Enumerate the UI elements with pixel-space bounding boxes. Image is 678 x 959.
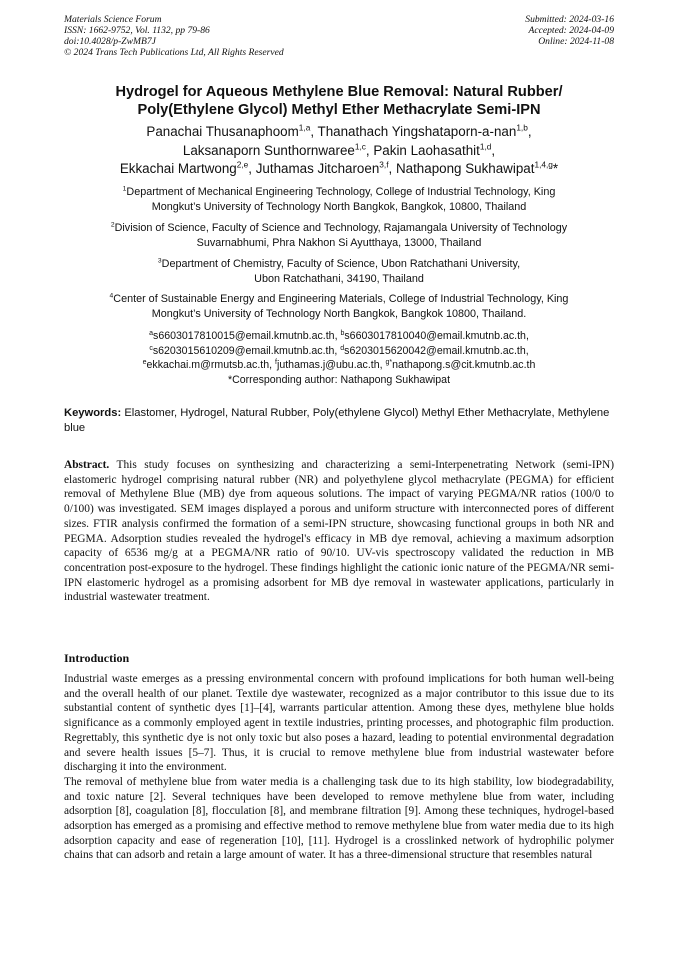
author-name: Ekkachai Martwong [119, 161, 237, 176]
introduction-body [64, 672, 614, 863]
author-affil-sup: 1,4,g [534, 159, 553, 170]
author-affil-sup: 1,d [479, 141, 492, 152]
author-affil-sup: 1,c [354, 141, 366, 152]
author-affil-sup: 2,e [236, 159, 249, 170]
author-sep: * [552, 161, 559, 176]
email-e[interactable]: ekkachai.m@rmutsb.ac.th [146, 359, 270, 371]
author-line-3 [40, 160, 638, 179]
journal-name: Materials Science Forum [64, 14, 162, 25]
author-name: Nathapong Sukhawipat [395, 161, 535, 176]
keywords-section [64, 406, 614, 436]
author-affil-sup: 1,a [298, 122, 311, 133]
author-line-1 [40, 123, 638, 142]
email-g[interactable]: nathapong.s@cit.kmutnb.ac.th [392, 359, 536, 371]
copyright: © 2024 Trans Tech Publications Ltd, All Rights Reserved [64, 47, 284, 58]
abstract-label: Abstract. [64, 459, 110, 471]
paper-title [40, 83, 638, 119]
affiliation-3 [40, 257, 638, 286]
author-name: Juthamas Jitcharoen [255, 161, 380, 176]
publication-dates [525, 14, 614, 47]
affiliation-text: Division of Science, Faculty of Science and Technology, Rajamangala University of Technology [114, 222, 568, 234]
author-name: Thanathach Yingshataporn-a-nan [317, 124, 517, 139]
author-affil-sup: 1,b [516, 122, 528, 133]
affiliation-num: 1 [122, 185, 127, 193]
affiliation-1 [40, 185, 638, 214]
author-name: Panachai Thusanaphoom [146, 124, 299, 139]
author-list [40, 123, 638, 179]
doi: doi:10.4028/p-ZwMB7J [64, 36, 156, 47]
email-list: $^a$s6603017810015@email.kmutnb.ac.th, $^b$s6603017810040@email.kmutnb.ac.th, $^c$s6203015610209@email.kmutnb.ac.th, $^d$s6203015620042@email.kmutnb.ac.th, $^e$ekkachai.m@rmutsb.ac.th, $^f$juthamas.j@ubu.ac.th, $^{g*}$nathapong.s@cit.kmutnb.ac.th *Corresponding author: Nathapong Sukhawipat [40, 329, 638, 387]
affiliation-text: Center of Sustainable Energy and Engineering Materials, College of Industrial Technology, King [113, 293, 569, 305]
author-line-2 [40, 142, 638, 161]
affiliation-text: Ubon Ratchathani, 34190, Thailand [254, 272, 424, 285]
online-date: Online: 2024-11-08 [538, 36, 614, 47]
affiliation-text: Mongkut’s University of Technology North Bangkok, Bangkok, 10800, Thailand [151, 200, 527, 213]
journal-info [64, 14, 284, 58]
intro-paragraph-2: The removal of methylene blue from water media is a challenging task due to its high stability, low biodegradability, and toxic nature [2]. Several techniques have been developed to remove methylene blue from water, including adsorption [8], coagulation [8], flocculation [8], and membrane filtration [9]. Among these techniques, hydrogel-based adsorption has emerged as a promising and effective method to remove methylene blue from water media due to its high adsorption capacity and ease of regeneration [10], [11]. Hydrogel is a crosslinked network of hydrophilic polymer chains that can adsorb and retain a large amount of water. It has a three-dimensional structure that resembles natural [64, 775, 614, 862]
affiliation-2 [40, 221, 638, 250]
affiliation-num: 2 [110, 221, 115, 229]
submitted-date: Submitted: 2024-03-16 [525, 14, 614, 25]
author-name: Pakin Laohasathit [373, 142, 480, 158]
email-c[interactable]: s6203015610209@email.kmutnb.ac.th [152, 344, 335, 357]
title-line-1: Hydrogel for Aqueous Methylene Blue Removal: Natural Rubber/ [115, 84, 563, 100]
email-d[interactable]: s6203015620042@email.kmutnb.ac.th [344, 344, 526, 357]
email-f[interactable]: juthamas.j@ubu.ac.th [276, 359, 380, 371]
corresponding-author: *Corresponding author: Nathapong Sukhawipat [227, 373, 451, 386]
affiliation-num: 4 [109, 292, 114, 300]
author-affil-sup: 3,f [379, 159, 389, 170]
email-b[interactable]: s6603017810040@email.kmutnb.ac.th [344, 330, 526, 342]
affiliation-num: 3 [157, 257, 162, 265]
intro-paragraph-1: Industrial waste emerges as a pressing environmental concern with profound implications for both human well-being and the overall health of our planet. Textile dye wastewater, recognized as a major contributor to this issue due to its substantial content of synthetic dyes [1]–[4], warrants particular attention. Among these dyes, methylene blue holds significance as a commonly employed agent in textile industries, printing processes, and photographic film production. Regrettably, this synthetic dye is not only toxic but also poses a hazard, leading to potential environmental degradation and severe health issues [5–7]. Thus, it is crucial to remove methylene blue from industrial wastewater before discharging it into the environment. [64, 673, 614, 774]
issn: ISSN: 1662-9752, Vol. 1132, pp 79-86 [64, 25, 210, 36]
accepted-date: Accepted: 2024-04-09 [528, 25, 614, 36]
author-sep: , [310, 124, 318, 139]
author-sep: , [388, 161, 396, 176]
abstract-section [64, 458, 614, 605]
abstract-text: This study focuses on synthesizing and characterizing a semi-Interpenetrating Network (semi-IPN) elastomeric hydrogel comprising natural rubber (NR) and polyethylene glycol methacrylate (PEGMA) for efficient removal of Methylene Blue (MB) dye from aqueous solutions. The impact of varying PEGMA/NR ratios (100/0 to 0/100) was investigated. SEM images displayed a porous and uniform structure with interconnected pores of different sizes. FTIR analysis confirmed the formation of a semi-IPN structure, showcasing functional groups in both NR and PEGMA. Adsorption studies revealed the hydrogel's efficacy in MB dye removal, achieving a maximum adsorption capacity of 6536 mg/g at a PEGMA/NR ratio of 90/10. UV-vis spectroscopy validated the reduction in MB concentration post-exposure to the hydrogel. These findings highlight the cationic ionic nature of the PEGMA/NR semi-IPN elastomeric hydrogel as a promising adsorbent for MB dye removal in wastewater applications, particularly in industrial wastewater treatment. [64, 459, 614, 604]
title-line-2: Poly(Ethylene Glycol) Methyl Ether Methacrylate Semi-IPN [137, 102, 541, 118]
affiliation-text: Suvarnabhumi, Phra Nakhon Si Ayutthaya, 13000, Thailand [196, 236, 482, 249]
author-name: Laksanaporn Sunthornwaree [182, 142, 355, 158]
author-sep: , [491, 142, 496, 158]
affiliation-text: Department of Mechanical Engineering Technology, College of Industrial Technology, King [126, 186, 556, 198]
keywords-label: Keywords: [64, 407, 122, 419]
affiliation-text: Department of Chemistry, Faculty of Science, Ubon Ratchathani University, [161, 258, 521, 270]
affiliation-text: Mongkut’s University of Technology North Bangkok, Bangkok 10800, Thailand. [151, 307, 527, 320]
keywords-text: Elastomer, Hydrogel, Natural Rubber, Poly(ethylene Glycol) Methyl Ether Methacrylate, Methylene blue [64, 407, 610, 434]
author-sep: , [527, 124, 532, 139]
author-sep: , [248, 161, 256, 176]
author-sep: , [365, 142, 374, 158]
introduction-heading: Introduction [64, 651, 130, 665]
email-a[interactable]: s6603017810015@email.kmutnb.ac.th [153, 330, 335, 342]
affiliation-4 [40, 292, 638, 321]
